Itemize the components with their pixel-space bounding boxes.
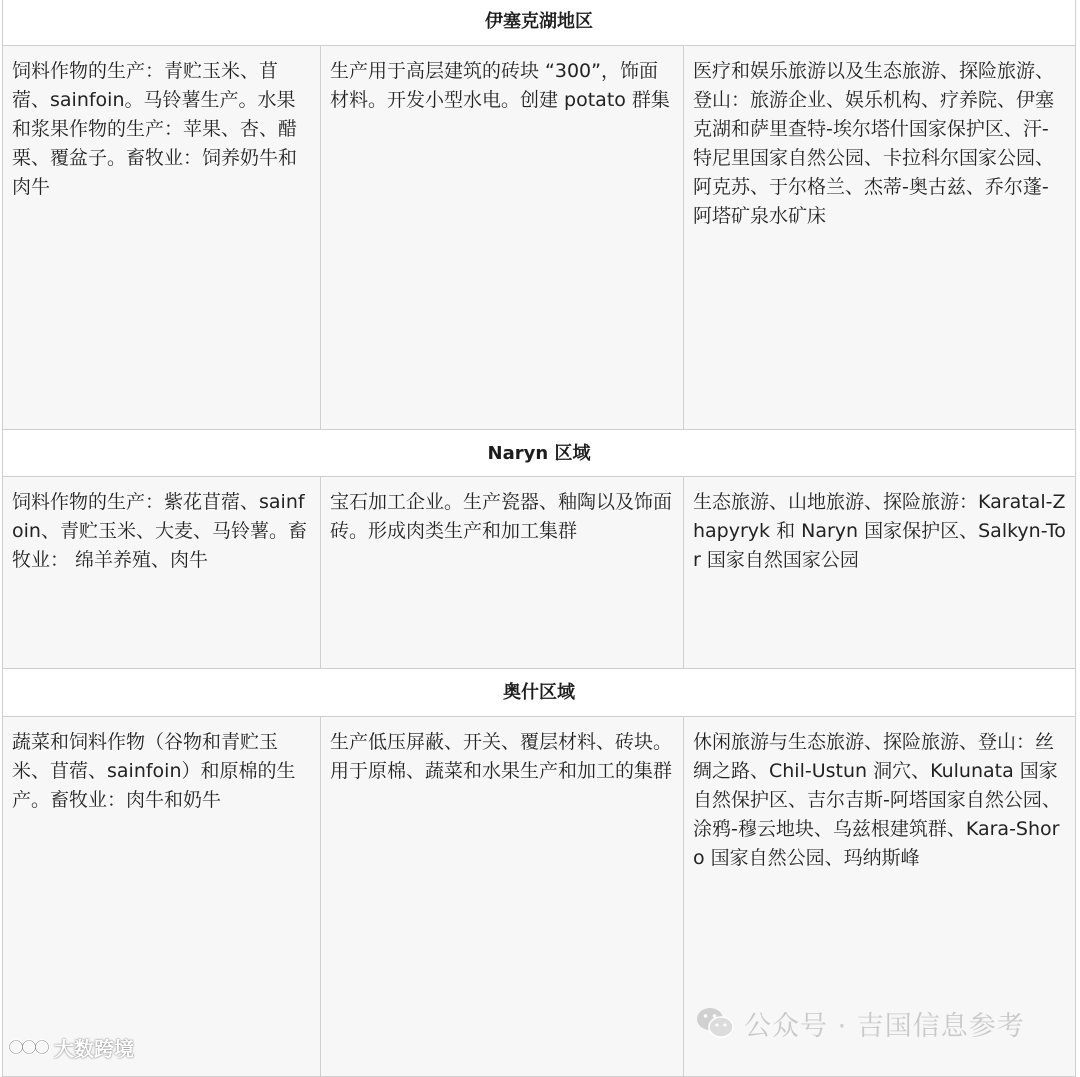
region-title: 奥什区域: [3, 669, 1076, 717]
industry-cell: 宝石加工企业。生产瓷器、釉陶以及饰面砖。形成肉类生产和加工集群: [321, 477, 684, 669]
brand-watermark: [8, 1031, 134, 1063]
brand-logo-icon: [8, 1035, 50, 1059]
region-title: Naryn 区域: [3, 430, 1076, 477]
region-header-row: [3, 430, 1076, 477]
tourism-cell: 休闲旅游与生态旅游、探险旅游、登山：丝绸之路、Chil-Ustun 洞穴、Kulunata 国家自然保护区、吉尔吉斯-阿塔国家自然公园、涂鸦-穆云地块、乌兹根建筑群、Kara-Shoro 国家自然公园、玛纳斯峰: [684, 717, 1076, 1077]
wechat-watermark: [696, 1003, 1025, 1043]
region-header-row: [3, 669, 1076, 717]
table-row: [3, 46, 1076, 430]
industry-cell: 生产用于高层建筑的砖块 “300”，饰面材料。开发小型水电。创建 potato 群集: [321, 46, 684, 430]
region-header-row: [3, 0, 1076, 46]
wechat-watermark-text: 公众号 · 吉国信息参考: [744, 1010, 1025, 1042]
industry-cell: 生产低压屏蔽、开关、覆层材料、砖块。用于原棉、蔬菜和水果生产和加工的集群: [321, 717, 684, 1077]
agriculture-cell: 饲料作物的生产：紫花苜蓿、sainfoin、青贮玉米、大麦、马铃薯。畜牧业： 绵羊养殖、肉牛: [3, 477, 321, 669]
table-row: [3, 477, 1076, 669]
tourism-cell: 生态旅游、山地旅游、探险旅游：Karatal-Zhapyryk 和 Naryn 国家保护区、Salkyn-Tor 国家自然国家公园: [684, 477, 1076, 669]
agriculture-cell: 蔬菜和饲料作物（谷物和青贮玉米、苜蓿、sainfoin）和原棉的生产。畜牧业：肉牛和奶牛: [3, 717, 321, 1077]
brand-watermark-text: 大数跨境: [54, 1036, 134, 1061]
region-title: 伊塞克湖地区: [3, 0, 1076, 46]
tourism-cell: 医疗和娱乐旅游以及生态旅游、探险旅游、登山：旅游企业、娱乐机构、疗养院、伊塞克湖和萨里查特-埃尔塔什国家保护区、汗-特尼里国家自然公园、卡拉科尔国家公园、阿克苏、于尔格兰、杰蒂-奥古兹、乔尔蓬-阿塔矿泉水矿床: [684, 46, 1076, 430]
region-industry-table: [2, 0, 1076, 1077]
wechat-icon: [696, 1006, 734, 1040]
agriculture-cell: 饲料作物的生产：青贮玉米、苜蓿、sainfoin。马铃薯生产。水果和浆果作物的生产：苹果、杏、醋栗、覆盆子。畜牧业：饲养奶牛和肉牛: [3, 46, 321, 430]
